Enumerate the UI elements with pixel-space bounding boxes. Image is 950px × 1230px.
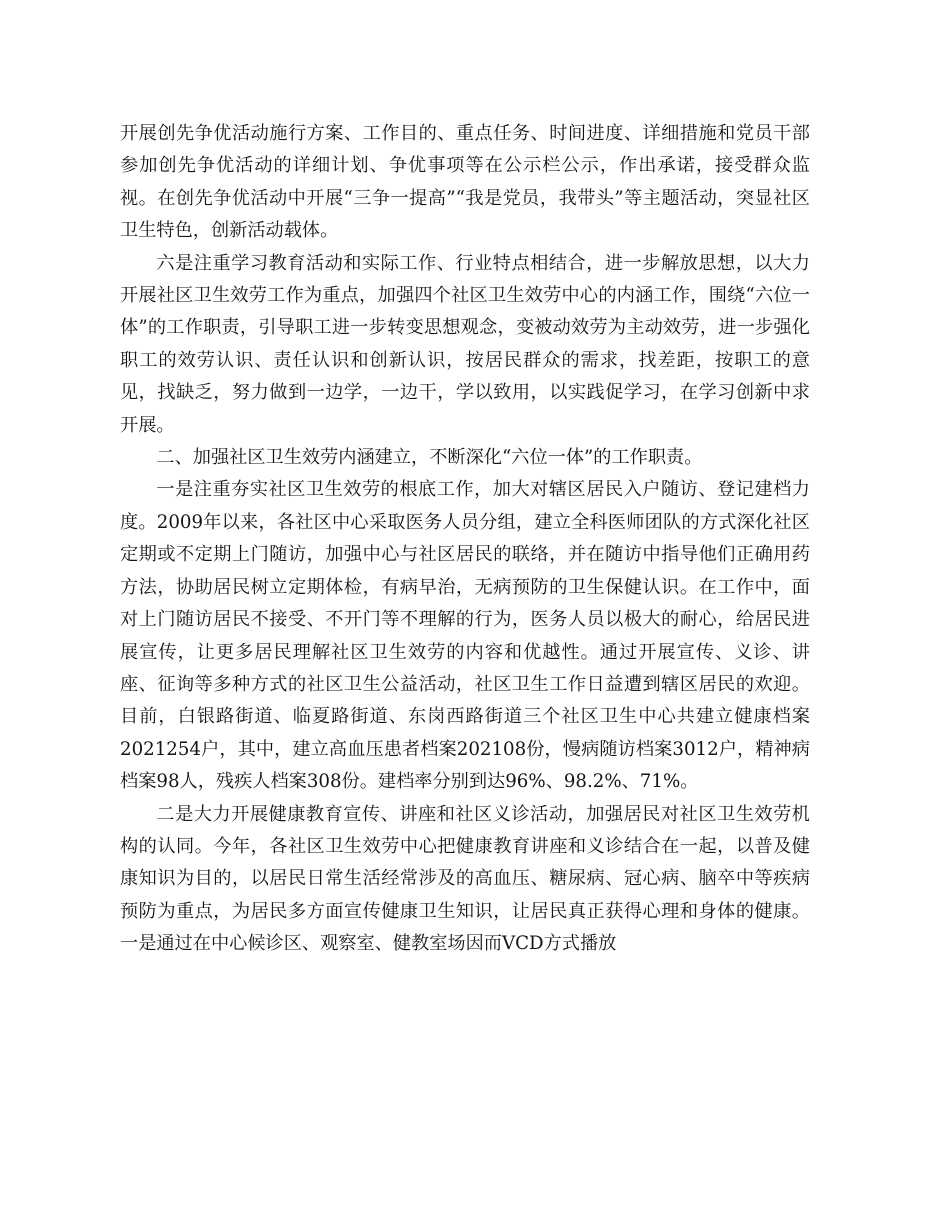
paragraph: 开展创先争优活动施行方案、工作目的、重点任务、时间进度、详细措施和党员干部参加创先争优活动的详细计划、争优事项等在公示栏公示，作出承诺，接受群众监视。在创先争优活动中开展“三争一提高”“我是党员，我带头”等主题活动，突显社区卫生特色，创新活动载体。: [120, 123, 810, 242]
paragraph: 六是注重学习教育活动和实际工作、行业特点相结合，进一步解放思想，以大力开展社区卫生效劳工作为重点，加强四个社区卫生效劳中心的内涵工作，围绕“六位一体”的工作职责，引导职工进一步转变思想观念，变被动效劳为主动效劳，进一步强化职工的效劳认识、责任认识和创新认识，按居民群众的需求，找差距，按职工的意见，找缺乏，努力做到一边学，一边干，学以致用，以实践促学习，在学习创新中求开展。: [120, 252, 810, 436]
section-heading: 二、加强社区卫生效劳内涵建立，不断深化“六位一体”的工作职责。: [156, 447, 703, 469]
paragraph: 一是注重夯实社区卫生效劳的根底工作，加大对辖区居民入户随访、登记建档力度。2009年以来，各社区中心采取医务人员分组，建立全科医师团队的方式深化社区定期或不定期上门随访，加强中心与社区居民的联络，并在随访中指导他们正确用药方法，协助居民树立定期体检，有病早治，无病预防的卫生保健认识。在工作中，面对上门随访居民不接受、不开门等不理解的行为，医务人员以极大的耐心，给居民进展宣传，让更多居民理解社区卫生效劳的内容和优越性。通过开展宣传、义诊、讲座、征询等多种方式的社区卫生公益活动，社区卫生工作日益遭到辖区居民的欢迎。目前，白银路街道、临夏路街道、东岗西路街道三个社区卫生中心共建立健康档案2021254户，其中，建立高血压患者档案202108份，慢病随访档案3012户，精神病档案98人，残疾人档案308份。建档率分别到达96%、98.2%、71%。: [120, 479, 810, 793]
paragraph: 二是大力开展健康教育宣传、讲座和社区义诊活动，加强居民对社区卫生效劳机构的认同。今年，各社区卫生效劳中心把健康教育讲座和义诊结合在一起，以普及健康知识为目的，以居民日常生活经常涉及的高血压、糖尿病、冠心病、脑卒中等疾病预防为重点，为居民多方面宣传健康卫生知识，让居民真正获得心理和身体的健康。一是通过在中心候诊区、观察室、健教室场因而VCD方式播放: [120, 803, 810, 955]
document-body: [120, 118, 810, 961]
